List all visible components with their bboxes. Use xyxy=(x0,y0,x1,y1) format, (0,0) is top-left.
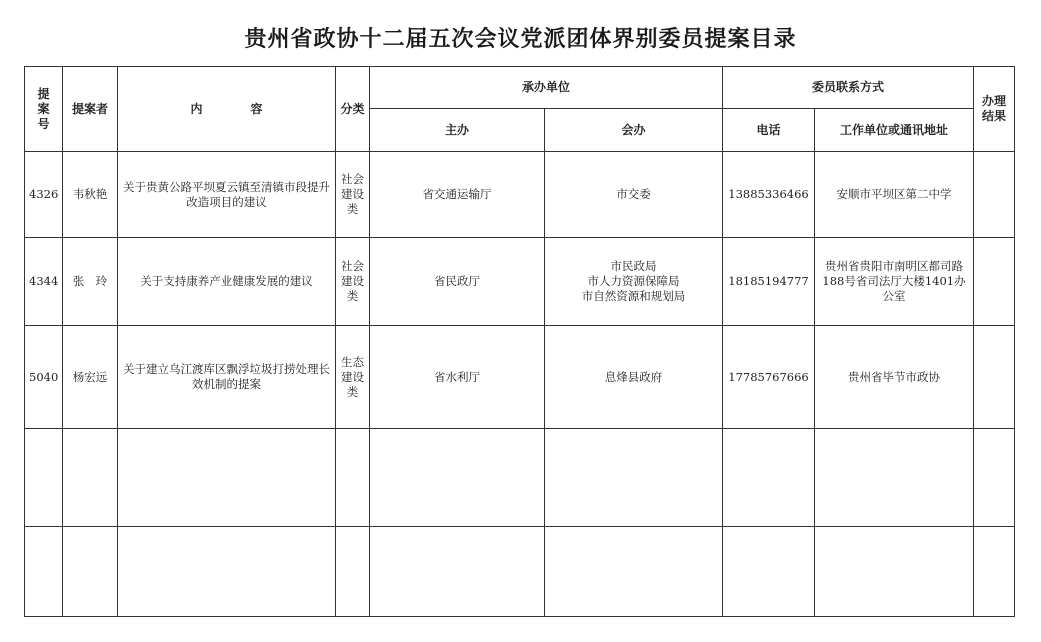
proposer-name: 张 玲 xyxy=(63,238,118,326)
proposer-name: 韦秋艳 xyxy=(63,152,118,238)
proposal-content: 关于建立乌江渡库区飘浮垃圾打捞处理长效机制的提案 xyxy=(118,326,336,429)
proposal-category: 社会 建设 类 xyxy=(336,152,370,238)
empty-cell xyxy=(63,429,118,527)
main-unit: 省交通运输厅 xyxy=(370,152,545,238)
table-row-empty xyxy=(25,527,1015,617)
proposer-name: 杨宏远 xyxy=(63,326,118,429)
empty-cell xyxy=(25,429,63,527)
empty-cell xyxy=(545,527,723,617)
header-address: 工作单位或通讯地址 xyxy=(815,109,974,152)
empty-cell xyxy=(370,527,545,617)
empty-cell xyxy=(545,429,723,527)
header-main: 主办 xyxy=(370,109,545,152)
result xyxy=(974,152,1015,238)
empty-cell xyxy=(336,429,370,527)
empty-cell xyxy=(723,527,815,617)
empty-cell xyxy=(63,527,118,617)
proposal-number: 4344 xyxy=(25,238,63,326)
empty-cell xyxy=(25,527,63,617)
proposal-category: 社会 建设 类 xyxy=(336,238,370,326)
address: 安顺市平坝区第二中学 xyxy=(815,152,974,238)
empty-cell xyxy=(974,527,1015,617)
co-units: 市民政局 市人力资源保障局 市自然资源和规划局 xyxy=(545,238,723,326)
header-category: 分类 xyxy=(336,67,370,152)
empty-cell xyxy=(815,429,974,527)
result xyxy=(974,238,1015,326)
proposal-content: 关于贵黄公路平坝夏云镇至清镇市段提升改造项目的建议 xyxy=(118,152,336,238)
phone-number: 18185194777 xyxy=(723,238,815,326)
header-content: 内 容 xyxy=(118,67,336,152)
header-number: 提 案 号 xyxy=(25,67,63,152)
table-row xyxy=(25,238,1015,326)
proposal-content: 关于支持康养产业健康发展的建议 xyxy=(118,238,336,326)
header-co: 会办 xyxy=(545,109,723,152)
co-units: 息烽县政府 xyxy=(545,326,723,429)
header-result: 办理结果 xyxy=(974,67,1015,152)
phone-number: 17785767666 xyxy=(723,326,815,429)
main-unit: 省民政厅 xyxy=(370,238,545,326)
header-phone: 电话 xyxy=(723,109,815,152)
address: 贵州省贵阳市南明区都司路188号省司法厅大楼1401办公室 xyxy=(815,238,974,326)
proposal-table xyxy=(24,66,1015,617)
proposal-number: 4326 xyxy=(25,152,63,238)
co-units: 市交委 xyxy=(545,152,723,238)
header-undertaking-unit: 承办单位 xyxy=(370,67,723,109)
header-row-1 xyxy=(25,67,1015,109)
address: 贵州省毕节市政协 xyxy=(815,326,974,429)
proposal-category: 生态 建设 类 xyxy=(336,326,370,429)
header-contact: 委员联系方式 xyxy=(723,67,974,109)
page-title: 贵州省政协十二届五次会议党派团体界别委员提案目录 xyxy=(244,27,797,52)
header-proposer: 提案者 xyxy=(63,67,118,152)
empty-cell xyxy=(723,429,815,527)
empty-cell xyxy=(974,429,1015,527)
table-row xyxy=(25,152,1015,238)
empty-cell xyxy=(118,527,336,617)
phone-number: 13885336466 xyxy=(723,152,815,238)
result xyxy=(974,326,1015,429)
empty-cell xyxy=(815,527,974,617)
table-row-empty xyxy=(25,429,1015,527)
empty-cell xyxy=(118,429,336,527)
table-row xyxy=(25,326,1015,429)
empty-cell xyxy=(370,429,545,527)
main-unit: 省水利厅 xyxy=(370,326,545,429)
proposal-number: 5040 xyxy=(25,326,63,429)
empty-cell xyxy=(336,527,370,617)
